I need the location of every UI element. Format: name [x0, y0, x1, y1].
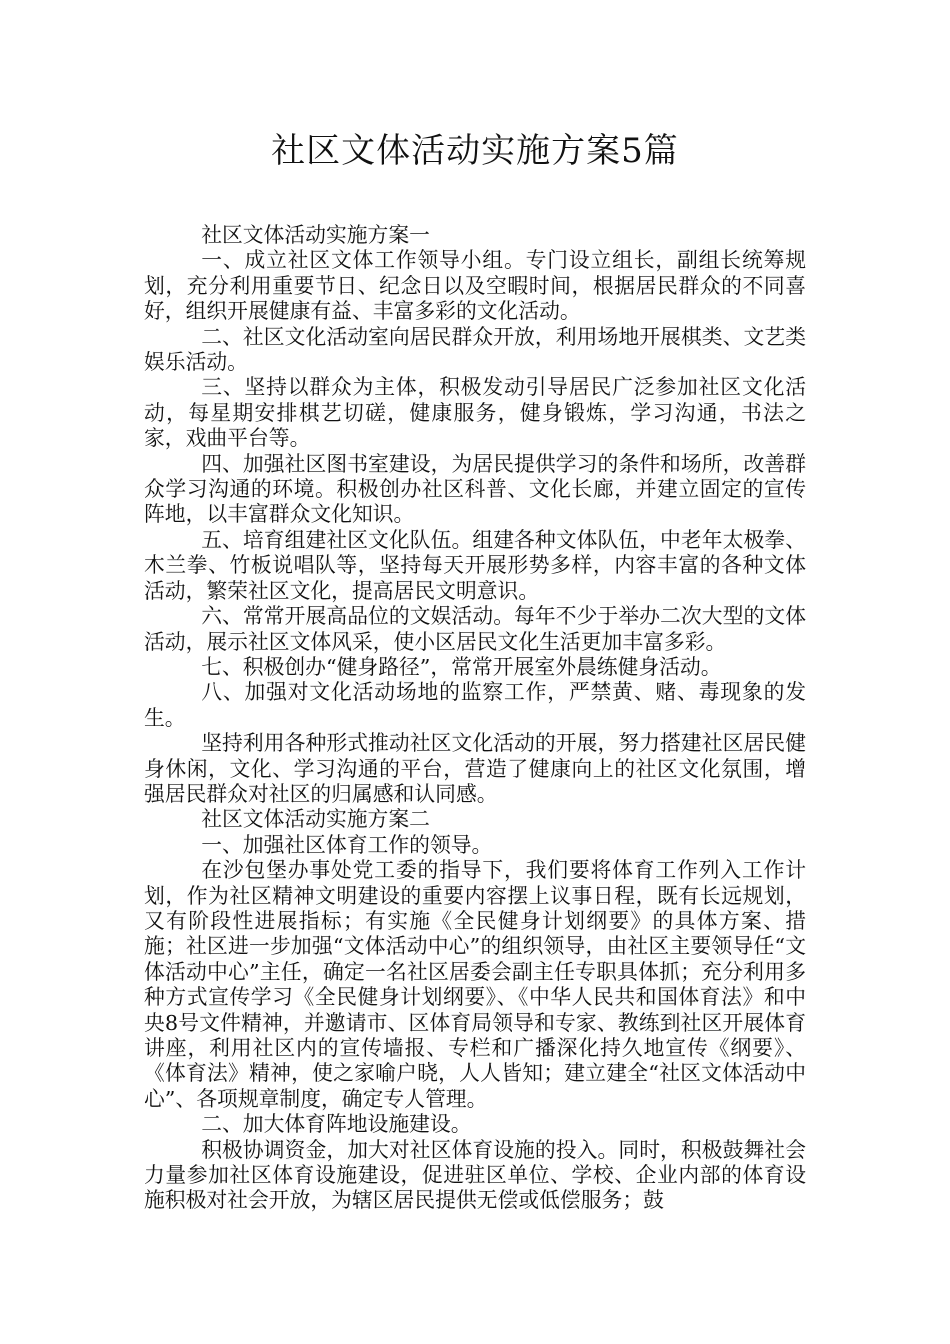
paragraph-plan-one-heading: 社区文体活动实施方案一	[201, 223, 430, 247]
paragraph: 积极协调资金，加大对社区体育设施的投入。同时，积极鼓舞社会力量参加社区体育设施建设，促进驻区单位、学校、企业内部的体育设施积极对社会开放，为辖区居民提供无偿或低偿服务；鼓	[144, 1137, 806, 1213]
document-title: 社区文体活动实施方案5篇	[271, 131, 679, 171]
paragraph: 一、加强社区体育工作的领导。	[201, 832, 493, 857]
paragraph: 二、加大体育阵地设施建设。	[201, 1112, 472, 1137]
paragraph-plan-two-heading: 社区文体活动实施方案二	[201, 807, 430, 832]
paragraph: 八、加强对文化活动场地的监察工作，严禁黄、赌、毒现象的发生。	[144, 680, 806, 730]
paragraph: 在沙包堡办事处党工委的指导下，我们要将体育工作列入工作计划，作为社区精神文明建设的重要内容摆上议事日程，既有长远规划，又有阶段性进展指标；有实施《全民健身计划纲要》的具体方案、措施；社区进一步加强“文体活动中心”的组织领导，由社区主要领导任“文体活动中心”主任，确定一名社区居委会副主任专职具体抓；充分利用多种方式宣传学习《全民健身计划纲要》、《中华人民共和国体育法》和中央8号文件精神，并邀请市、区体育局领导和专家、教练到社区开展体育讲座，利用社区内的宣传墙报、专栏和广播深化持久地宣传《纲要》、《体育法》精神，使之家喻户晓，人人皆知；建立建全“社区文体活动中心”、各项规章制度，确定专人管理。	[144, 858, 806, 1111]
paragraph: 六、常常开展高品位的文娱活动。每年不少于举办二次大型的文体活动，展示社区文体风采，使小区居民文化生活更加丰富多彩。	[144, 604, 806, 654]
paragraph: 七、积极创办“健身路径”，常常开展室外晨练健身活动。	[201, 654, 722, 679]
paragraph: 四、加强社区图书室建设，为居民提供学习的条件和场所，改善群众学习沟通的环境。积极创办社区科普、文化长廊，并建立固定的宣传阵地，以丰富群众文化知识。	[144, 451, 806, 527]
paragraph: 五、培育组建社区文化队伍。组建各种文体队伍，中老年太极拳、木兰拳、竹板说唱队等，坚持每天开展形势多样，内容丰富的各种文体活动，繁荣社区文化，提高居民文明意识。	[144, 527, 806, 603]
paragraph: 坚持利用各种形式推动社区文化活动的开展，努力搭建社区居民健身休闲，文化、学习沟通的平台，营造了健康向上的社区文化氛围，增强居民群众对社区的归属感和认同感。	[144, 731, 806, 806]
paragraph: 二、社区文化活动室向居民群众开放，利用场地开展棋类、文艺类娱乐活动。	[144, 324, 806, 375]
paragraph: 一、成立社区文体工作领导小组。专门设立组长，副组长统筹规划，充分利用重要节日、纪念日以及空暇时间，根据居民群众的不同喜好，组织开展健康有益、丰富多彩的文化活动。	[144, 248, 806, 324]
document-body	[144, 223, 806, 1214]
paragraph: 三、坚持以群众为主体，积极发动引导居民广泛参加社区文化活动，每星期安排棋艺切磋，健康服务，健身锻炼，学习沟通，书法之家，戏曲平台等。	[144, 375, 806, 451]
